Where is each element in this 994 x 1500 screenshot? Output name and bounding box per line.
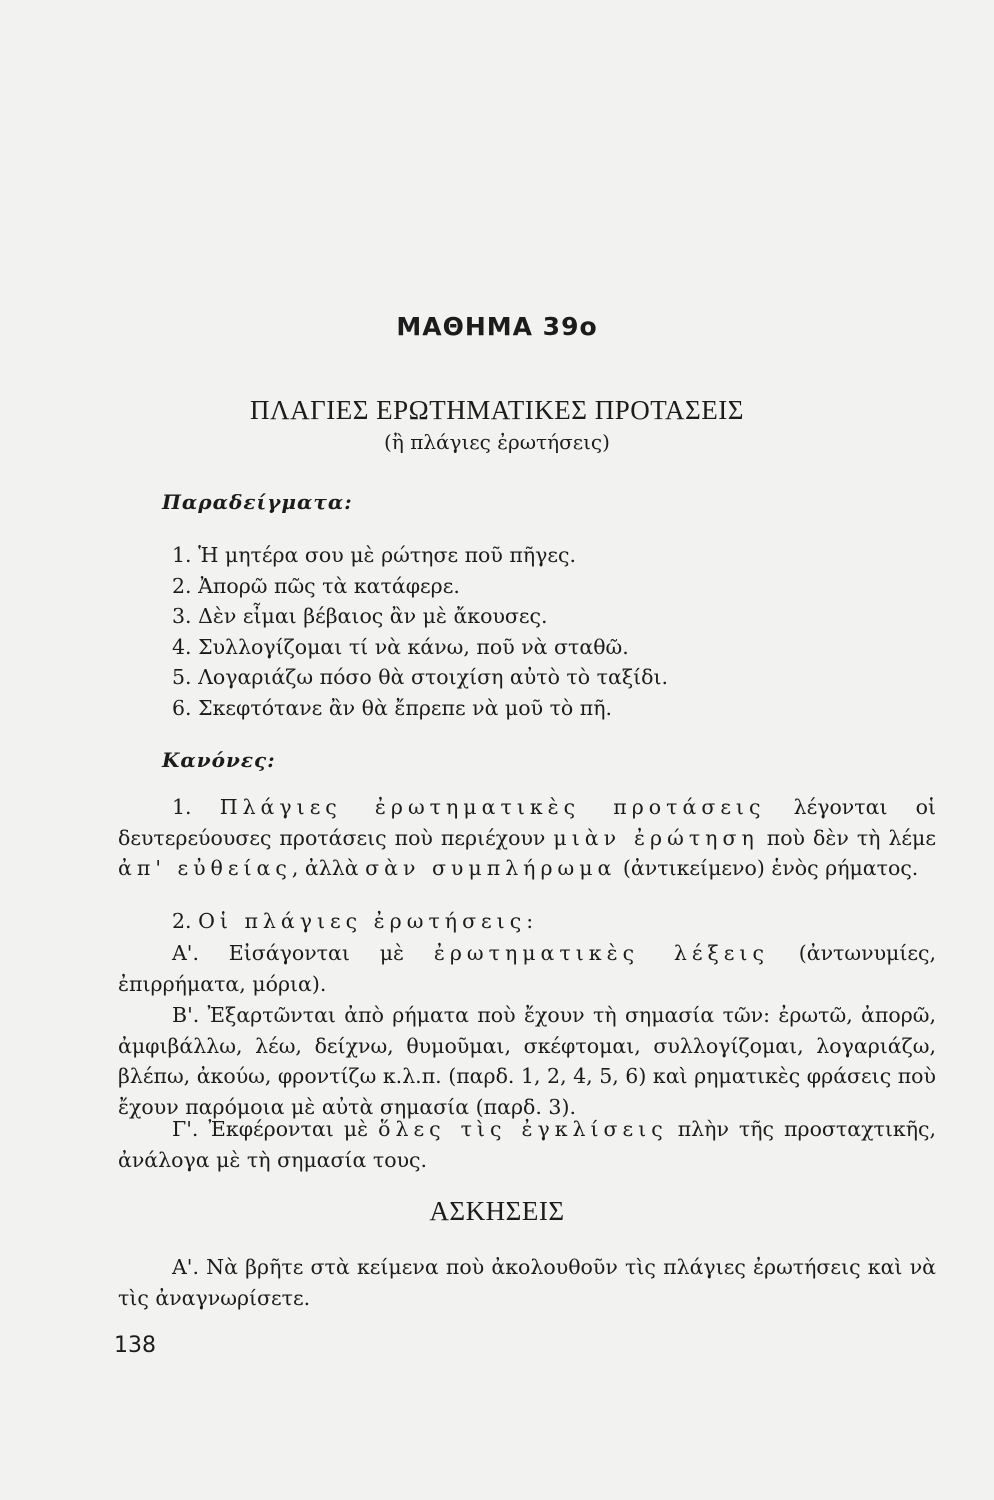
rule-emphasis: ἀπ' εὐθείας [118, 856, 292, 880]
rule-term: Πλάγιες ἐρωτηματικὲς προτάσεις [219, 795, 766, 819]
rule-emphasis: ὅλες τὶς ἐγκλίσεις [378, 1117, 668, 1141]
rule-text: : [526, 909, 534, 933]
exercise-a: Α'. Νὰ βρῆτε στὰ κείμενα ποὺ ἀκολουθοῦν τὶς πλάγιες ἐρωτήσεις καὶ νὰ τὶς ἀναγνωρίσετε. [118, 1255, 936, 1310]
example-item: 2. Ἀπορῶ πῶς τὰ κατάφερε. [172, 573, 460, 598]
rule-text: πλὴν τῆς προσταχτικῆς, ἀνάλογα μὲ τὴ σημασία τους. [118, 1117, 936, 1172]
rule-text: ποὺ δὲν τὴ λέμε [758, 825, 936, 850]
rules-heading: Κανόνες: [162, 748, 276, 772]
page-number: 138 [114, 1333, 156, 1358]
rule-term: Οἱ πλάγιες ἐρωτήσεις [198, 909, 527, 933]
example-item: 1. Ἡ μητέρα σου μὲ ρώτησε ποῦ πῆγες. [172, 543, 577, 567]
rule-text: (ἀντικείμενο) ἑνὸς ρήματος. [616, 856, 919, 880]
rule-2a [118, 938, 936, 999]
rule-2c [118, 1114, 936, 1175]
rule-text: , ἀλλὰ [291, 856, 366, 880]
rule-2 [118, 906, 936, 937]
examples-heading: Παραδείγματα: [162, 490, 353, 514]
example-item: 3. Δὲν εἶμαι βέβαιος ἂν μὲ ἄκουσες. [172, 604, 548, 628]
rule-text: λέγονται οἱ δευτερεύουσες προτάσεις ποὺ περιέχουν [118, 795, 936, 850]
rule-number: 2. [172, 909, 192, 933]
rule-text: Γ'. Ἐκφέρονται μὲ [172, 1117, 379, 1141]
examples-list [172, 540, 668, 723]
lesson-title: ΜΑΘΗΜΑ 39ο [396, 312, 598, 341]
rule-2b: Β'. Ἐξαρτῶνται ἀπὸ ρήματα ποὺ ἔχουν τὴ σημασία τῶν: ἐρωτῶ, ἀπορῶ, ἀμφιβάλλω, λέω, δείχνω, θυμοῦμαι, σκέφτομαι, συλλογίζομαι, λογαριάζω, βλέπω, ἀκούω, φροντίζω κ.λ.π. (παρδ. 1, 2, 4, 5, 6) καὶ ρηματικὲς φράσεις ποὺ ἔχουν παρόμοια μὲ αὐτὰ σημασία (παρδ. 3). [118, 1003, 936, 1119]
rule-number: 1. [172, 795, 192, 819]
rule-text: (ἀντωνυμίες, ἐπιρρήματα, μόρια). [118, 941, 937, 996]
example-item: 6. Σκεφτότανε ἂν θὰ ἔπρεπε νὰ μοῦ τὸ πῆ. [172, 695, 613, 720]
rule-text: Α'. Εἰσάγονται μὲ [172, 941, 434, 965]
section-subtitle: (ἢ πλάγιες ἐρωτήσεις) [384, 430, 610, 454]
section-title: ΠΛΑΓΙΕΣ ΕΡΩΤΗΜΑΤΙΚΕΣ ΠΡΟΤΑΣΕΙΣ [250, 395, 744, 425]
exercises-title: ΑΣΚΗΣΕΙΣ [429, 1196, 565, 1226]
example-item: 4. Συλλογίζομαι τί νὰ κάνω, ποῦ νὰ σταθῶ. [172, 634, 629, 659]
example-item: 5. Λογαριάζω πόσο θὰ στοιχίση αὐτὸ τὸ ταξίδι. [172, 665, 669, 689]
rule-emphasis: ἐρωτηματικὲς λέξεις [433, 941, 769, 965]
rule-1 [118, 792, 936, 884]
rule-emphasis: μιὰν ἐρώτηση [553, 825, 759, 850]
rule-emphasis: σὰν συμπλήρωμα [365, 856, 617, 880]
